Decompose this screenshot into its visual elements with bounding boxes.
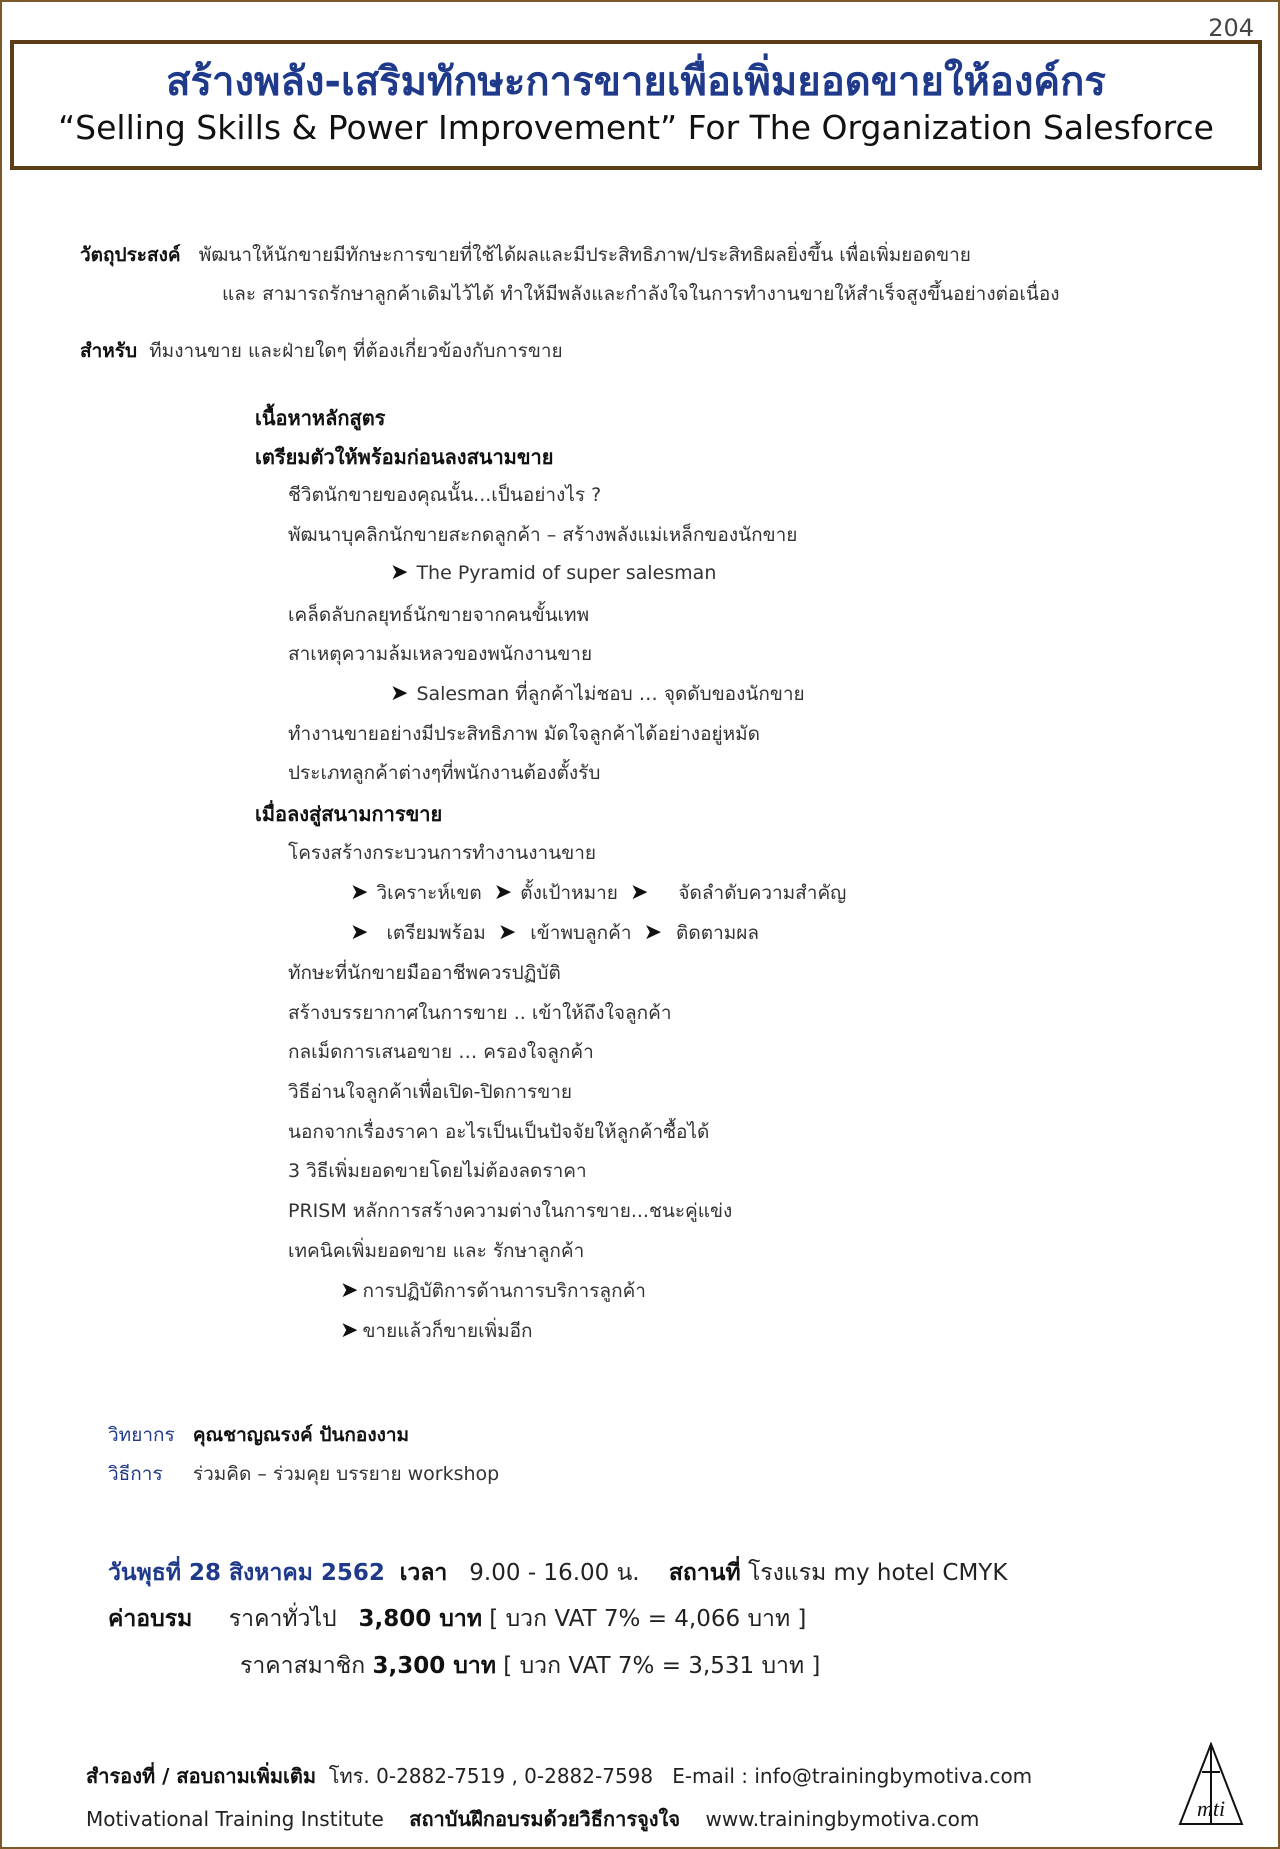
institute-name: Motivational Training Institute: [86, 1807, 384, 1831]
website-link[interactable]: www.trainingbymotiva.com: [705, 1807, 980, 1831]
fee-general: [108, 1601, 806, 1637]
arrow-bullet-icon: ➤: [390, 560, 409, 585]
mti-logo: [1178, 1742, 1244, 1826]
page-number: 204: [1208, 14, 1254, 42]
section1-item4: สาเหตุความล้มเหลวของพนักงานขาย: [288, 643, 593, 665]
section2-sub2: ➤ ขายแล้วก็ขายเพิ่มอีก: [340, 1318, 533, 1343]
contact-label: สำรองที่ / สอบถามเพิ่มเติม: [86, 1764, 317, 1788]
trainer: [108, 1420, 409, 1450]
objective-line2: และ สามารถรักษาลูกค้าเดิมไว้ได้ ทำให้มีพลังและกำลังใจในการทำงานขายให้สำเร็จสูงขึ้นอย่างต่อเนื่อง: [222, 283, 1060, 305]
content-heading: เนื้อหาหลักสูตร: [255, 406, 386, 430]
for-section: [80, 336, 563, 366]
arrow-bullet-icon: ➤: [493, 880, 513, 905]
section1-item3: เคล็ดลับกลยุทธ์นักขายจากคนขั้นเทพ: [288, 604, 590, 626]
section2-sub1: ➤ การปฏิบัติการด้านการบริการลูกค้า: [340, 1278, 646, 1303]
section2-item2: ทักษะที่นักขายมืออาชีพควรปฏิบัติ: [288, 962, 561, 984]
section1-item2: พัฒนาบุคลิกนักขายสะกดลูกค้า – สร้างพลังแม่เหล็กของนักขาย: [288, 524, 798, 546]
member-label: ราคาสมาชิก: [240, 1653, 366, 1679]
objective-line1: พัฒนาให้นักขายมีทักษะการขายที่ใช้ได้ผลและมีประสิทธิภาพ/ประสิทธิผลยิ่งขึ้น เพื่อเพิ่มยอดขาย: [198, 244, 971, 266]
schedule-venue: โรงแรม my hotel CMYK: [747, 1560, 1008, 1586]
fee-label: ค่าอบรม: [108, 1606, 193, 1632]
section1-item5: ทำงานขายอย่างมีประสิทธิภาพ มัดใจลูกค้าได้อย่างอยู่หมัด: [288, 723, 760, 745]
objective-label: วัตถุประสงค์: [80, 244, 181, 266]
schedule-time: 9.00 - 16.00 น.: [469, 1560, 640, 1586]
section1-item6: ประเภทลูกค้าต่างๆที่พนักงานต้องตั้งรับ: [288, 762, 601, 784]
trainer-label: วิทยากร: [108, 1424, 175, 1446]
method-text: ร่วมคิด – ร่วมคุย บรรยาย workshop: [192, 1463, 500, 1485]
schedule: [108, 1555, 1007, 1591]
arrow-bullet-icon: ➤: [350, 880, 369, 905]
section1-title: เตรียมตัวให้พร้อมก่อนลงสนามขาย: [255, 445, 554, 469]
arrow-bullet-icon: ➤: [497, 920, 517, 945]
contact-email[interactable]: E-mail : info@trainingbymotiva.com: [672, 1764, 1033, 1788]
for-text: ทีมงานขาย และฝ่ายใดๆ ที่ต้องเกี่ยวข้องกับการขาย: [149, 340, 563, 362]
section2-item9: เทคนิคเพิ่มยอดขาย และ รักษาลูกค้า: [288, 1240, 585, 1262]
contact: [86, 1760, 1032, 1792]
contact-phone[interactable]: โทร. 0-2882-7519 , 0-2882-7598: [328, 1764, 654, 1788]
arrow-bullet-icon: ➤: [340, 1318, 359, 1343]
member-vat: [ บวก VAT 7% = 3,531 บาท ]: [503, 1653, 821, 1679]
objective: [80, 240, 971, 270]
member-price: 3,300 บาท: [372, 1653, 496, 1679]
institute-name-thai: สถาบันฝึกอบรมด้วยวิธีการจูงใจ: [409, 1807, 681, 1831]
venue-label: สถานที่: [668, 1560, 741, 1586]
section1-sub2: ➤ Salesman ที่ลูกค้าไม่ชอบ … จุดดับของนักขาย: [390, 681, 805, 706]
process-steps-row1: ➤ วิเคราะห์เขต ➤ ตั้งเป้าหมาย ➤ จัดลำดับความสำคัญ: [350, 880, 847, 905]
arrow-bullet-icon: ➤: [350, 920, 369, 945]
section2-item1: โครงสร้างกระบวนการทำงานงานขาย: [288, 842, 597, 864]
section2-title: เมื่อลงสู่สนามการขาย: [255, 802, 443, 826]
trainer-name: คุณชาญณรงค์ ปันกองงาม: [192, 1424, 410, 1446]
general-vat: [ บวก VAT 7% = 4,066 บาท ]: [489, 1606, 807, 1632]
fee-member: [240, 1648, 820, 1684]
section2-item8: PRISM หลักการสร้างความต่างในการขาย...ชนะคู่แข่ง: [288, 1200, 733, 1222]
section2-item6: นอกจากเรื่องราคา อะไรเป็นเป็นปัจจัยให้ลูกค้าซื้อได้: [288, 1121, 710, 1143]
title-english: “Selling Skills & Power Improvement” For The Organization Salesforce: [58, 108, 1214, 147]
section2-item5: วิธีอ่านใจลูกค้าเพื่อเปิด-ปิดการขาย: [288, 1081, 573, 1103]
section2-item7: 3 วิธีเพิ่มยอดขายโดยไม่ต้องลดราคา: [288, 1160, 587, 1182]
title-thai: สร้างพลัง-เสริมทักษะการขายเพื่อเพิ่มยอดขายให้องค์กร: [166, 59, 1106, 105]
section2-item3: สร้างบรรยากาศในการขาย .. เข้าให้ถึงใจลูกค้า: [288, 1002, 672, 1024]
logo-text: mti: [1196, 1796, 1226, 1821]
arrow-bullet-icon: ➤: [390, 681, 409, 706]
arrow-bullet-icon: ➤: [643, 920, 663, 945]
section1-item1: ชีวิตนักขายของคุณนั้น...เป็นอย่างไร ?: [288, 484, 602, 506]
arrow-bullet-icon: ➤: [629, 880, 649, 905]
footer: [86, 1803, 979, 1835]
arrow-bullet-icon: ➤: [340, 1278, 359, 1303]
method-label: วิธีการ: [108, 1463, 163, 1485]
schedule-date: วันพุธที่ 28 สิงหาคม 2562: [108, 1560, 385, 1586]
process-steps-row2: ➤ เตรียมพร้อม ➤ เข้าพบลูกค้า ➤ ติดตามผล: [350, 920, 760, 945]
for-label: สำหรับ: [80, 340, 138, 362]
general-label: ราคาทั่วไป: [228, 1606, 337, 1632]
title-box: [10, 40, 1262, 170]
general-price: 3,800 บาท: [358, 1606, 482, 1632]
method: [108, 1459, 499, 1489]
time-label: เวลา: [399, 1560, 448, 1586]
section2-item4: กลเม็ดการเสนอขาย … ครองใจลูกค้า: [288, 1041, 594, 1063]
section1-sub1: ➤ The Pyramid of super salesman: [390, 560, 717, 585]
